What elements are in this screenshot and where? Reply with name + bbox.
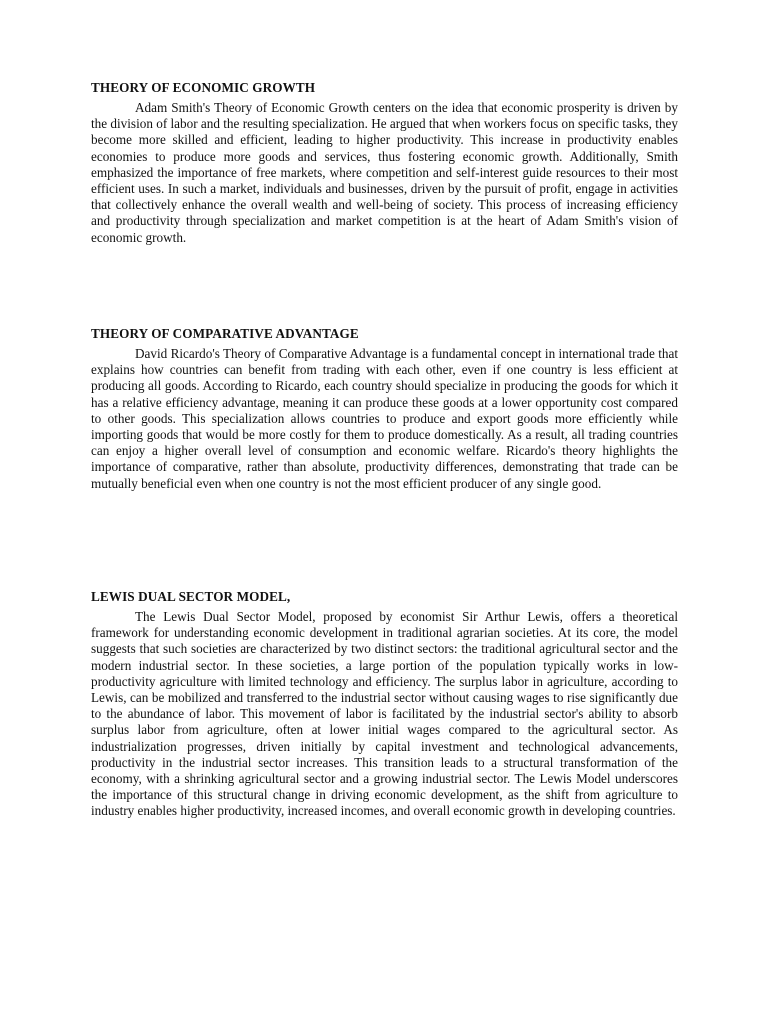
section-lewis-dual-sector: [91, 589, 678, 820]
section-paragraph: David Ricardo's Theory of Comparative Advantage is a fundamental concept in international trade that explains how countries can benefit from trading with each other, even if one country is less efficient at producing all goods. According to Ricardo, each country should specialize in producing the goods for which it has a relative efficiency advantage, meaning it can produce these goods at a lower opportunity cost compared to other goods. This specialization allows countries to produce and export goods more efficiently while importing goods that would be more costly for them to produce domestically. As a result, all trading countries can enjoy a higher overall level of consumption and economic welfare. Ricardo's theory highlights the importance of comparative, rather than absolute, productivity differences, demonstrating that trade can be mutually beneficial even when one country is not the most efficient producer of any single good.: [91, 346, 678, 491]
section-paragraph: The Lewis Dual Sector Model, proposed by economist Sir Arthur Lewis, offers a theoretical framework for understanding economic development in traditional agrarian societies. At its core, the model suggests that such societies are characterized by two distinct sectors: the traditional agricultural sector and the modern industrial sector. In these societies, a large portion of the population typically works in low-productivity agriculture with limited technology and efficiency. The surplus labor in agriculture, according to Lewis, can be mobilized and transferred to the industrial sector without causing wages to rise significantly due to the abundance of labor. This movement of labor is facilitated by the industrial sector's ability to absorb surplus labor from agriculture, often at lower initial wages compared to the agricultural sector. As industrialization progresses, driven initially by capital investment and technological advancements, productivity in the industrial sector increases. This transition leads to a structural transformation of the economy, with a shrinking agricultural sector and a growing industrial sector. The Lewis Model underscores the importance of this structural change in driving economic development, as the shift from agriculture to industry enables higher productivity, increased incomes, and overall economic growth in developing countries.: [91, 609, 678, 819]
section-economic-growth: [91, 80, 678, 246]
section-comparative-advantage: [91, 326, 678, 492]
section-heading: THEORY OF COMPARATIVE ADVANTAGE: [91, 326, 359, 341]
section-heading: THEORY OF ECONOMIC GROWTH: [91, 80, 316, 95]
section-heading: LEWIS DUAL SECTOR MODEL,: [91, 589, 291, 604]
section-paragraph: Adam Smith's Theory of Economic Growth centers on the idea that economic prosperity is driven by the division of labor and the resulting specialization. He argued that when workers focus on specific tasks, they become more skilled and efficient, leading to higher productivity. This increase in productivity enables economies to produce more goods and services, thus fostering economic growth. Additionally, Smith emphasized the importance of free markets, where competition and self-interest guide resources to their most efficient uses. In such a market, individuals and businesses, driven by the pursuit of profit, engage in activities that collectively enhance the overall wealth and well-being of society. This process of increasing efficiency and productivity through specialization and market competition is at the heart of Adam Smith's vision of economic growth.: [91, 100, 678, 245]
